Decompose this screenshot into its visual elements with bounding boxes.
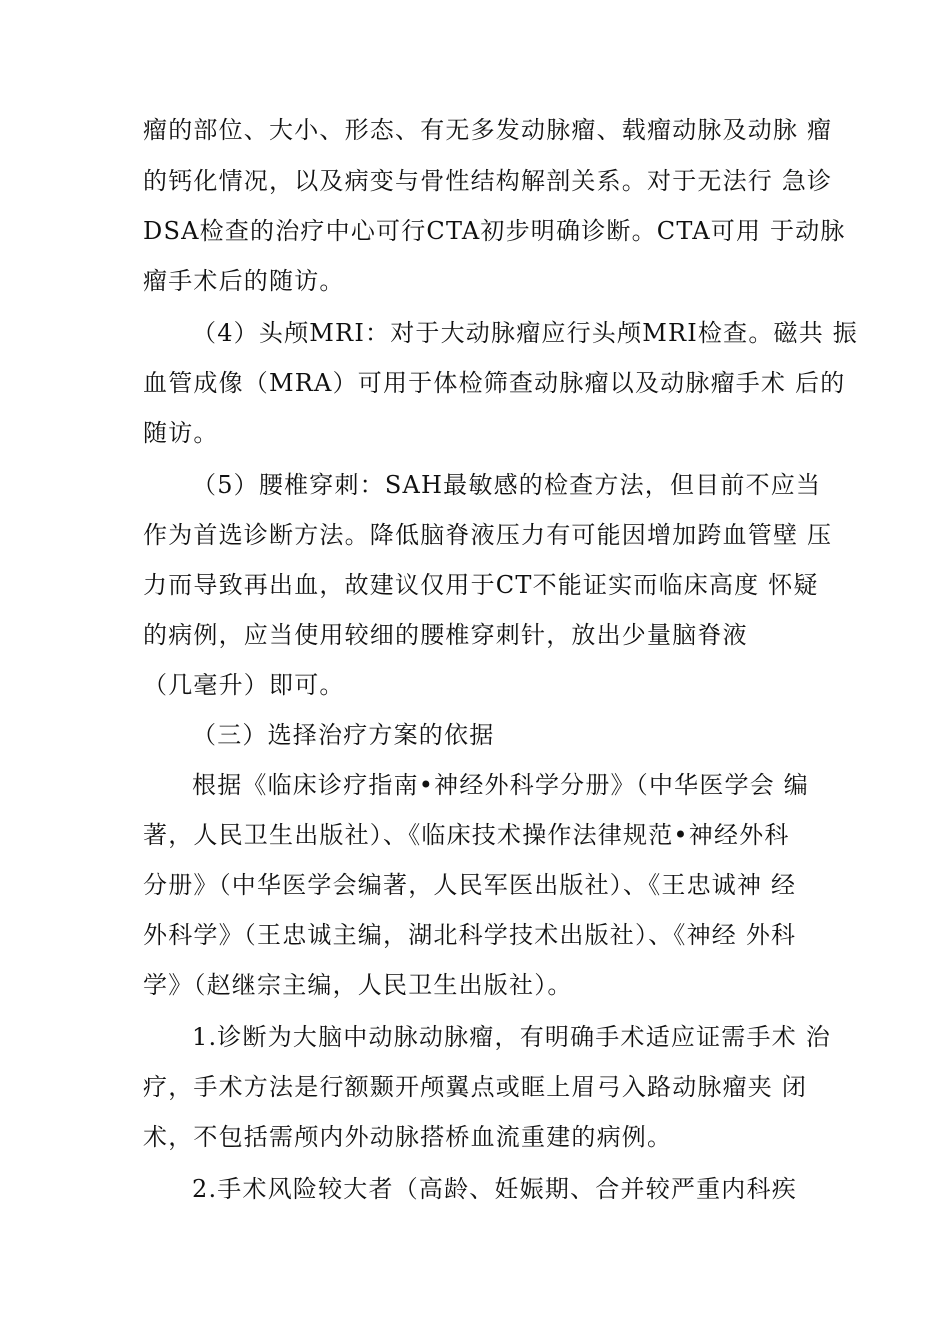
section-heading: （三）选择治疗方案的依据: [192, 721, 495, 749]
text-line: DSA检查的治疗中心可行CTA初步明确诊断。CTA可用 于动脉: [143, 217, 846, 245]
text-line: 分册》（中华医学会编著，人民军医出版社）、《王忠诚神 经: [143, 871, 797, 899]
text-line: 术，不包括需颅内外动脉搭桥血流重建的病例。: [143, 1123, 673, 1151]
text-line: 根据《临床诊疗指南•神经外科学分册》（中华医学会 编: [192, 771, 809, 799]
text-line: 著，人民卫生出版社）、《临床技术操作法律规范•神经外科: [143, 821, 790, 849]
text-line: 1.诊断为大脑中动脉动脉瘤，有明确手术适应证需手术 治: [192, 1023, 831, 1051]
text-line: 瘤手术后的随访。: [143, 267, 345, 295]
text-line: 学》（赵继宗主编，人民卫生出版社）。: [143, 971, 573, 999]
text-line: 瘤的部位、大小、形态、有无多发动脉瘤、载瘤动脉及动脉 瘤: [143, 116, 833, 144]
text-line: 的病例，应当使用较细的腰椎穿刺针，放出少量脑脊液: [143, 621, 748, 649]
text-line: 随访。: [143, 419, 219, 447]
text-line: 2.手术风险较大者（高龄、妊娠期、合并较严重内科疾: [192, 1175, 797, 1203]
text-line: （5）腰椎穿刺：SAH最敏感的检查方法，但目前不应当: [192, 471, 822, 499]
text-line: 外科学》（王忠诚主编，湖北科学技术出版社）、《神经 外科: [143, 921, 797, 949]
text-line: 的钙化情况，以及病变与骨性结构解剖关系。对于无法行 急诊: [143, 167, 833, 195]
text-line: （4）头颅MRI：对于大动脉瘤应行头颅MRI检查。磁共 振: [192, 319, 858, 347]
text-line: 作为首选诊断方法。降低脑脊液压力有可能因增加跨血管壁 压: [143, 521, 833, 549]
text-line: 血管成像（MRA）可用于体检筛查动脉瘤以及动脉瘤手术 后的: [143, 369, 846, 397]
text-line: 力而导致再出血，故建议仅用于CT不能证实而临床高度 怀疑: [143, 571, 819, 599]
text-line: （几毫升）即可。: [143, 671, 345, 699]
text-line: 疗，手术方法是行额颞开颅翼点或眶上眉弓入路动脉瘤夹 闭: [143, 1073, 808, 1101]
